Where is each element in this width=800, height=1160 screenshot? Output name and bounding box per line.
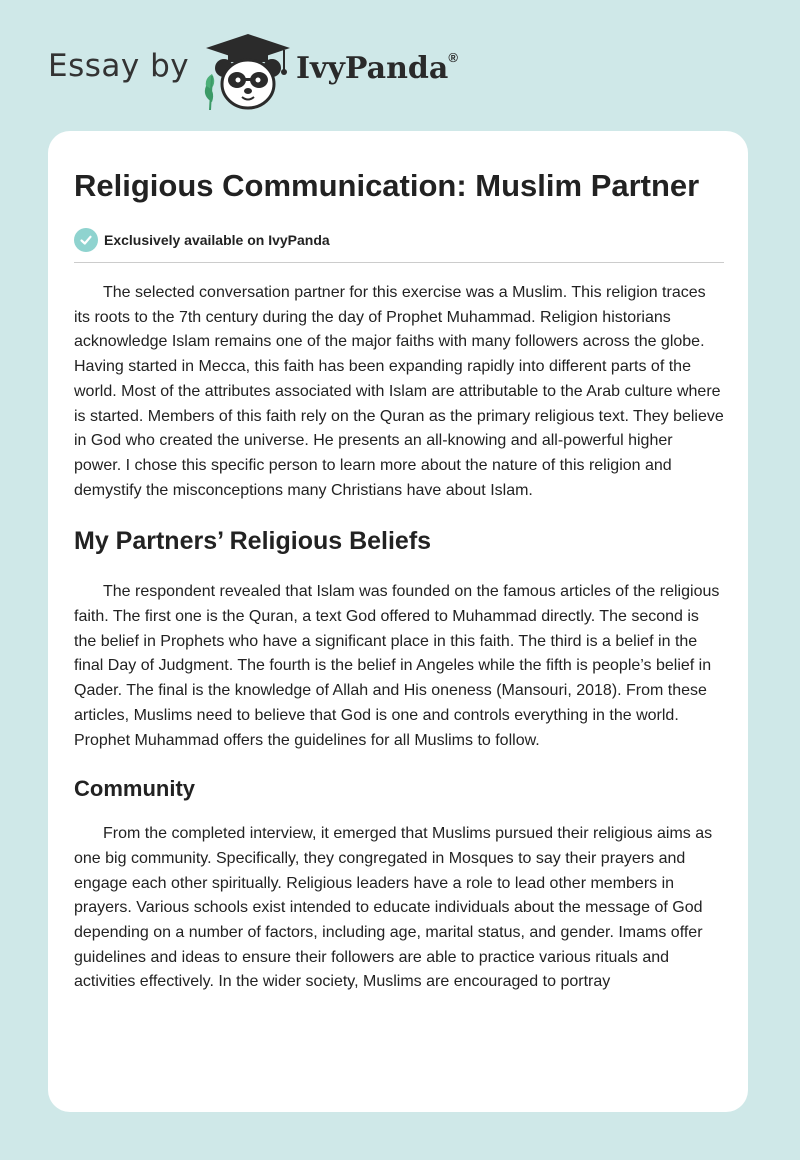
paragraph-beliefs: The respondent revealed that Islam was founded on the famous articles of the religious faith. The first one is the Quran, a text God offered to Muhammad directly. The second is the belief in Prophets who have a significant place in this faith. The third is a belief in the final Day of Judgment. The fourth is the belief in Angeles while the fifth is people’s belief in Qader. The final is the knowledge of Allah and His oneness (Mansouri, 2018). From these articles, Muslims need to believe that God is one and controls everything in the world. Prophet Muhammad offers the guidelines for all Muslims to follow.	[74, 583, 720, 749]
page-title: Religious Communication: Muslim Partner	[74, 168, 700, 203]
check-icon	[74, 228, 98, 252]
paragraph-intro: The selected conversation partner for this exercise was a Muslim. This religion traces its roots to the 7th century during the day of Prophet Muhammad. Religion historians acknowledge Islam remains one of the major faiths with many followers across the globe. Having started in Mecca, this faith has been expanding rapidly into different parts of the world. Most of the attributes associated with Islam are attributable to the Arab culture where is started. Members of this faith rely on the Quran as the primary religious text. They believe in God who created the universe. He presents an all-knowing and all-powerful higher power. I chose this specific person to learn more about the nature of this religion and demystify the misconceptions many Christians have about Islam.	[74, 284, 724, 499]
brand-name	[296, 50, 458, 86]
section-heading-beliefs: My Partners’ Religious Beliefs	[74, 527, 432, 556]
essay-content	[74, 165, 724, 995]
site-header	[0, 0, 800, 130]
paragraph-community: From the completed interview, it emerged that Muslims pursued their religious aims as one big community. Specifically, they congregated in Mosques to say their prayers and engage each other spiritually. Religious leaders have a role to lead other members in prayers. Various schools exist intended to educate individuals about the message of God depending on a number of factors, including age, marital status, and gender. Imams offer guidelines and ideas to ensure their followers are able to practice various rituals and activities effectively. In the wider society, Muslims are encouraged to portray	[74, 825, 713, 991]
brand-name-text: IvyPanda	[296, 51, 449, 86]
exclusive-label: Exclusively available on IvyPanda	[104, 232, 330, 248]
panda-graduate-icon[interactable]	[198, 30, 298, 114]
exclusive-badge	[74, 227, 724, 253]
essay-card	[48, 131, 748, 1112]
section-heading-community: Community	[74, 776, 195, 802]
divider	[74, 262, 724, 263]
trademark-symbol: ®	[448, 50, 458, 65]
essay-by-label: Essay by	[48, 48, 190, 84]
